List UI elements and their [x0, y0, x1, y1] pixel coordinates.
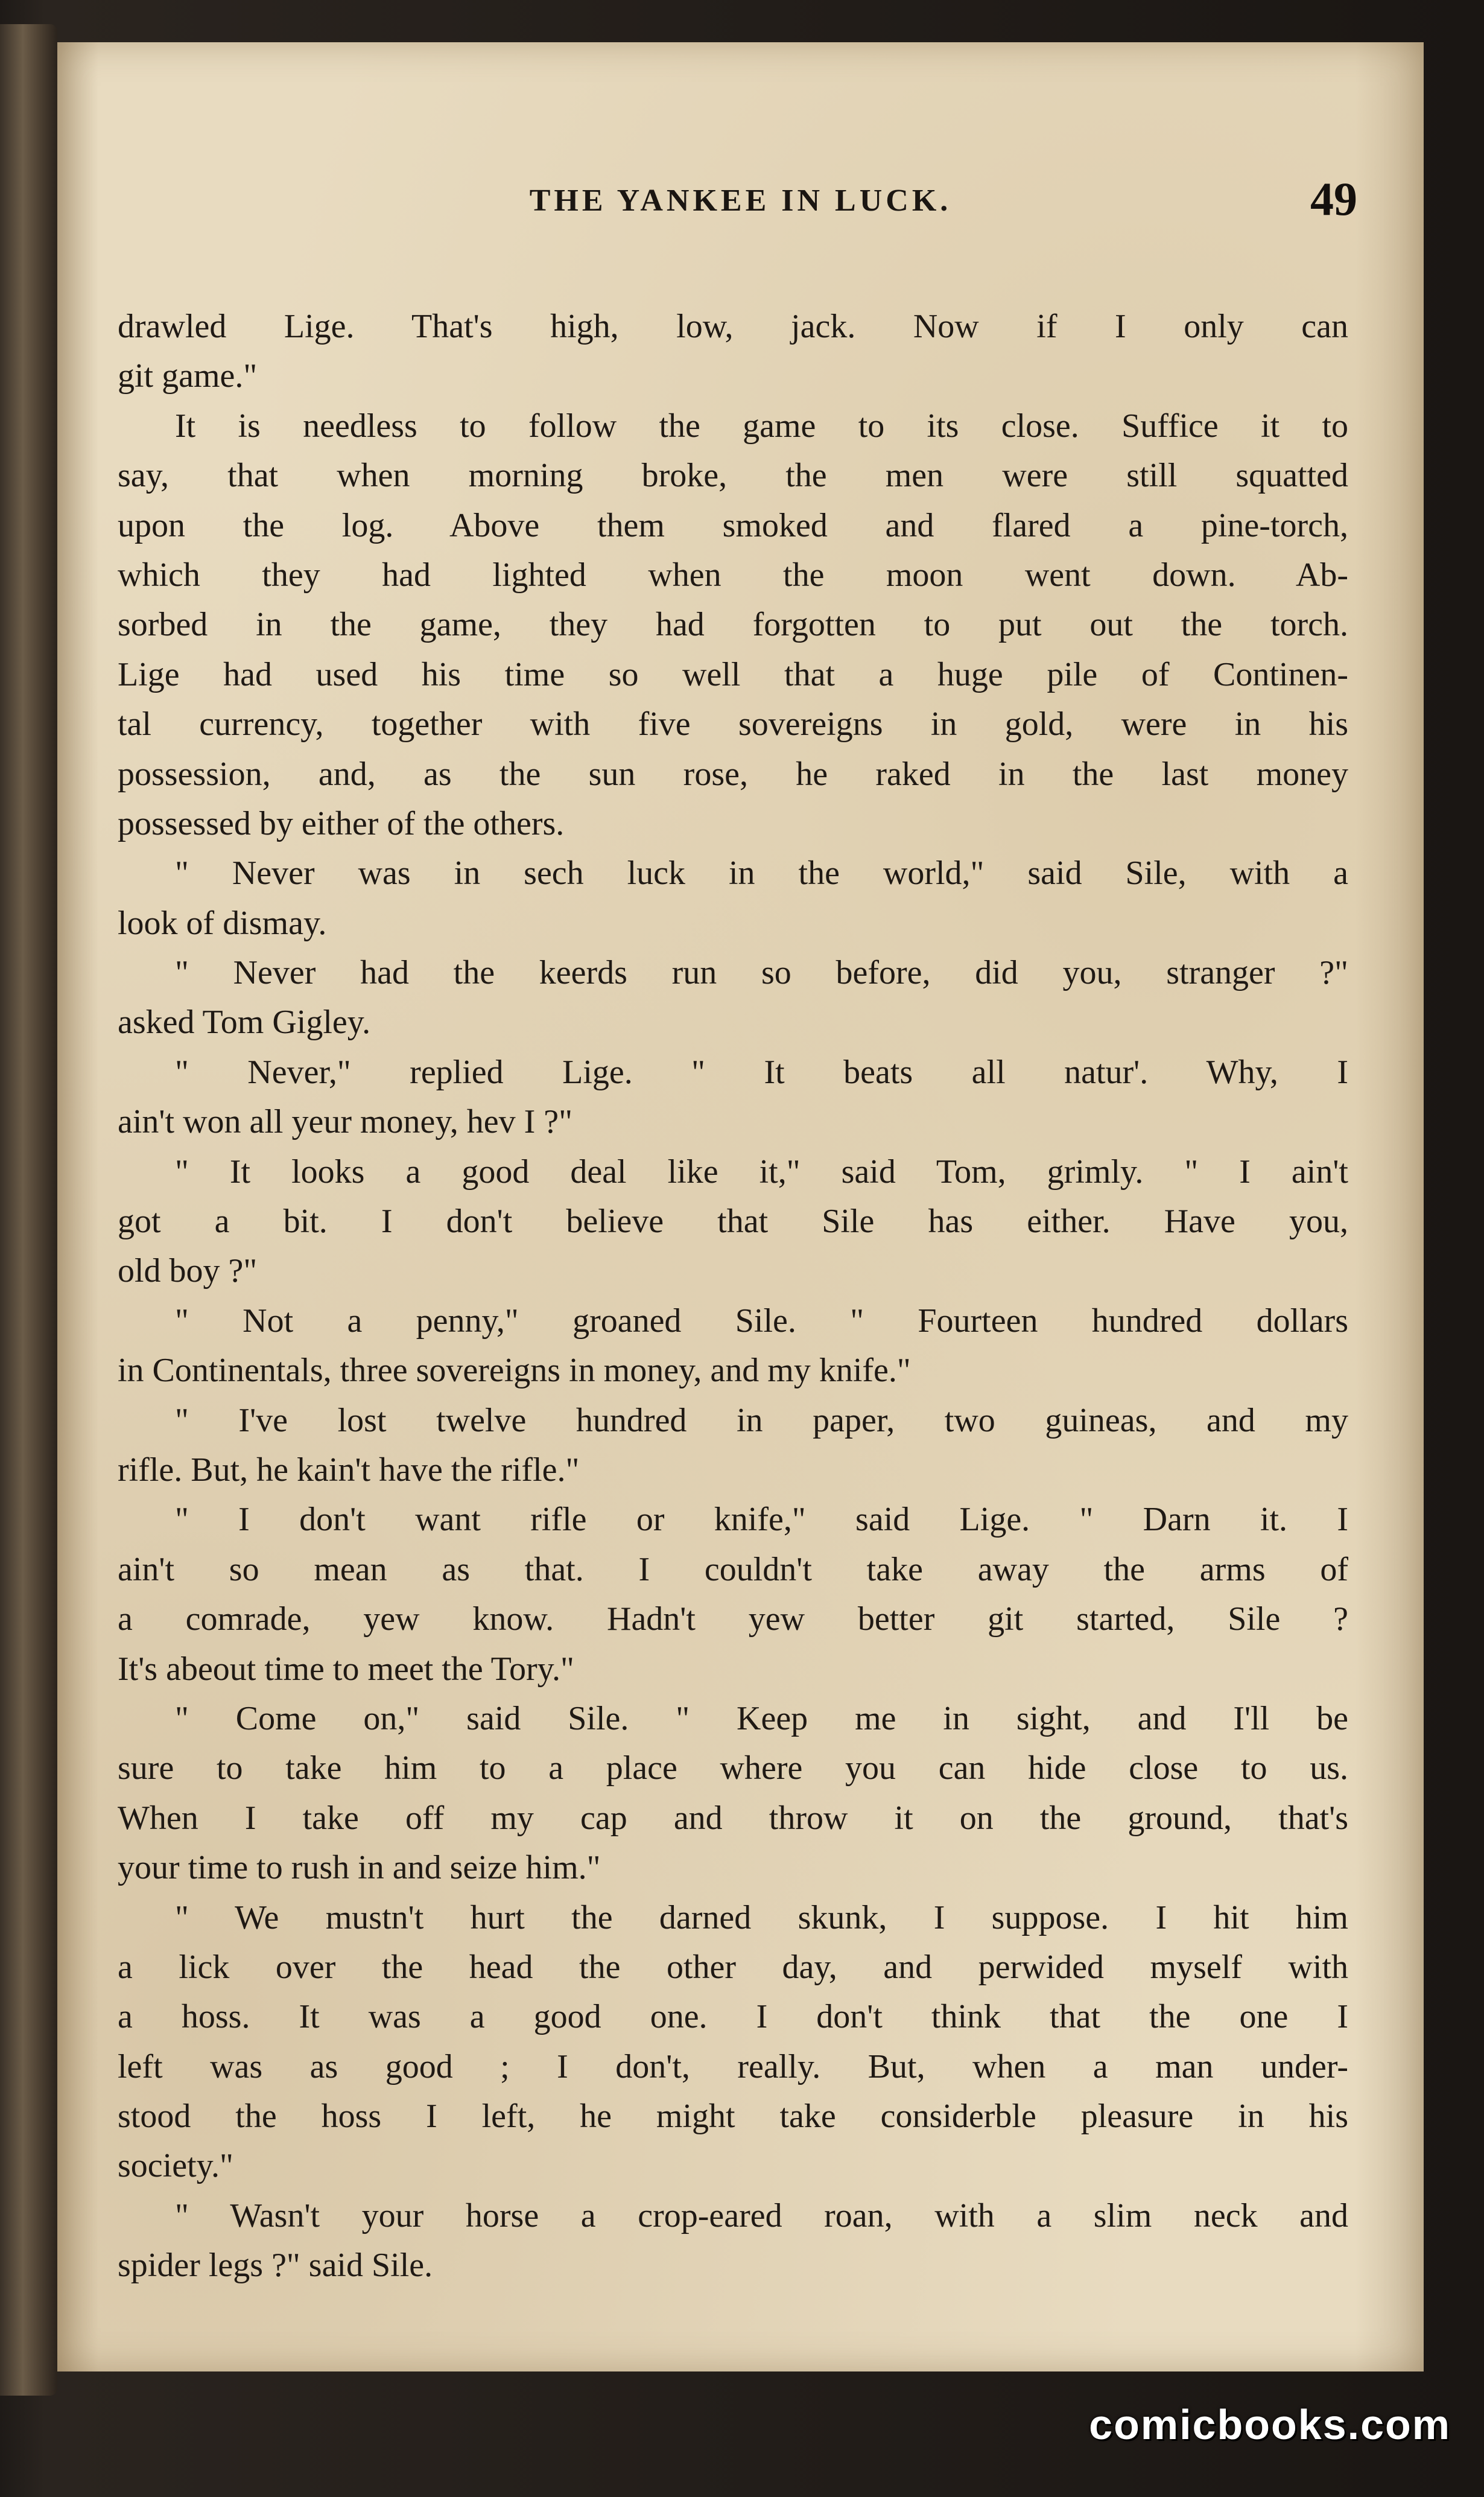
body-text — [118, 302, 1348, 2291]
text-line: old boy ?" — [118, 1252, 258, 1290]
page-number: 49 — [1310, 173, 1357, 225]
text-line: tal currency, together with five sovereigns in gold, were in his — [118, 705, 1348, 743]
text-line: spider legs ?" said Sile. — [118, 2247, 433, 2285]
text-line: possession, and, as the sun rose, he raked in the last money — [118, 755, 1348, 793]
text-line: " Never was in sech luck in the world," said Sile, with a — [175, 854, 1348, 892]
running-head — [57, 172, 1424, 225]
watermark: comicbooks.com — [1089, 2401, 1451, 2448]
text-line: which they had lighted when the moon went down. Ab- — [118, 556, 1348, 594]
text-line: " Not a penny," groaned Sile. " Fourteen hundred dollars — [175, 1302, 1348, 1340]
text-line: rifle. But, he kain't have the rifle." — [118, 1451, 580, 1489]
text-line: " Never," replied Lige. " It beats all natur'. Why, I — [175, 1053, 1348, 1091]
text-line: asked Tom Gigley. — [118, 1004, 371, 1042]
text-line: a lick over the head the other day, and perwided myself with — [118, 1948, 1348, 1986]
text-line: in Continentals, three sovereigns in money, and my knife." — [118, 1352, 911, 1390]
text-line: a hoss. It was a good one. I don't think that the one I — [118, 1998, 1348, 2036]
running-head-title: THE YANKEE IN LUCK. — [529, 183, 952, 218]
text-line: possessed by either of the others. — [118, 804, 565, 842]
text-line: drawled Lige. That's high, low, jack. Now if I only can — [118, 308, 1348, 345]
text-line: It is needless to follow the game to its close. Suffice it to — [175, 407, 1348, 445]
text-line: When I take off my cap and throw it on the ground, that's — [118, 1799, 1348, 1837]
text-line: say, that when morning broke, the men were still squatted — [118, 457, 1348, 495]
text-line: look of dismay. — [118, 904, 327, 942]
text-line: git game." — [118, 357, 258, 395]
text-line: your time to rush in and seize him." — [118, 1849, 601, 1887]
text-line: Lige had used his time so well that a huge pile of Continen- — [118, 655, 1348, 693]
text-line: got a bit. I don't believe that Sile has either. Have you, — [118, 1203, 1348, 1241]
text-line: It's abeout time to meet the Tory." — [118, 1650, 574, 1688]
text-line: ain't won all yeur money, hev I ?" — [118, 1103, 572, 1141]
text-line: left was as good ; I don't, really. But, when a man under- — [118, 2047, 1348, 2085]
text-line: " It looks a good deal like it," said Tom, grimly. " I ain't — [175, 1153, 1348, 1191]
text-line: a comrade, yew know. Hadn't yew better git started, Sile ? — [118, 1600, 1348, 1638]
text-line: sure to take him to a place where you can hide close to us. — [118, 1749, 1348, 1787]
text-line: " I don't want rifle or knife," said Lige. " Darn it. I — [175, 1501, 1348, 1539]
text-line: society." — [118, 2147, 233, 2185]
text-line: upon the log. Above them smoked and flared a pine-torch, — [118, 506, 1348, 544]
text-line: " Wasn't your horse a crop-eared roan, with a slim neck and — [175, 2196, 1348, 2235]
text-line: " We mustn't hurt the darned skunk, I suppose. I hit him — [175, 1898, 1348, 1936]
text-line: " Come on," said Sile. " Keep me in sight, and I'll be — [175, 1699, 1348, 1737]
text-line: " I've lost twelve hundred in paper, two guineas, and my — [175, 1401, 1348, 1439]
book-page — [57, 42, 1424, 2371]
book-spine — [0, 24, 57, 2396]
text-line: sorbed in the game, they had forgotten to put out the torch. — [118, 606, 1348, 644]
text-line: " Never had the keerds run so before, did you, stranger ?" — [175, 954, 1348, 992]
text-line: stood the hoss I left, he might take considerble pleasure in his — [118, 2098, 1348, 2136]
text-line: ain't so mean as that. I couldn't take away the arms of — [118, 1550, 1348, 1588]
